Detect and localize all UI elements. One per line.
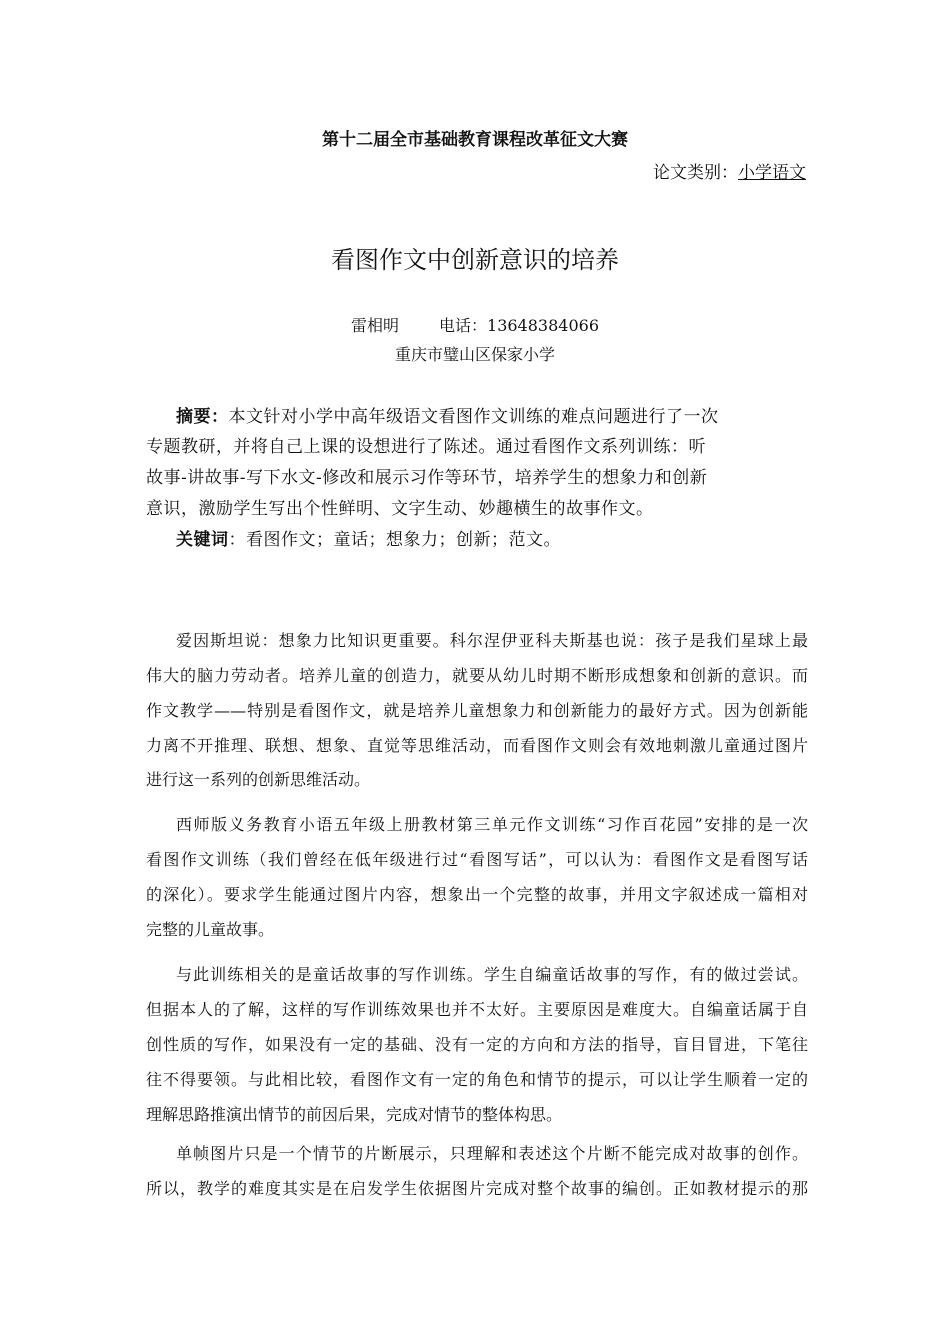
body-line: 伟大的脑力劳动者。培养儿童的创造力，就要从幼儿时期不断形成想象和创新的意识。而 xyxy=(146,666,808,685)
body-line: 的深化）。要求学生能通过图片内容，想象出一个完整的故事，并用文字叙述成一篇相对 xyxy=(146,885,808,904)
body-line: 往不得要领。与此相比较，看图作文有一定的角色和情节的提示，可以让学生顺着一定的 xyxy=(146,1070,808,1089)
abstract-line: 意识，激励学生写出个性鲜明、文字生动、妙趣横生的故事作文。 xyxy=(146,499,654,519)
paper-title: 看图作文中创新意识的培养 xyxy=(331,246,619,274)
keywords-text: ：看图作文；童话；想象力；创新；范文。 xyxy=(228,530,561,550)
abstract-text: 本文针对小学中高年级语文看图作文训练的难点问题进行了一次 xyxy=(228,407,719,427)
body-line: 所以，教学的难度其实是在启发学生依据图片完成对整个故事的编创。正如教材提示的那 xyxy=(146,1179,808,1198)
author-phone: 电话：13648384066 xyxy=(439,316,599,335)
body-line: 作文教学——特别是看图作文，就是培养儿童想象力和创新能力的最好方式。因为创新能 xyxy=(146,701,808,720)
keywords-line xyxy=(176,525,561,550)
abstract-line: 故事-讲故事-写下水文-修改和展示习作等环节，培养学生的想象力和创新 xyxy=(146,468,708,488)
body-line: 但据本人的了解，这样的写作训练效果也并不太好。主要原因是难度大。自编童话属于自 xyxy=(146,1000,808,1019)
body-line: 单帧图片只是一个情节的片断展示，只理解和表述这个片断不能完成对故事的创作。 xyxy=(176,1144,808,1163)
body-line: 力离不开推理、联想、想象、直觉等思维活动，而看图作文则会有效地刺激儿童通过图片 xyxy=(146,736,808,755)
body-line: 完整的儿童故事。 xyxy=(146,920,275,939)
body-line: 创性质的写作，如果没有一定的基础、没有一定的方向和方法的指导，盲目冒进，下笔往 xyxy=(146,1035,808,1054)
category-label: 论文类别： xyxy=(653,163,738,183)
body-line: 爱因斯坦说：想象力比知识更重要。科尔涅伊亚科夫斯基也说：孩子是我们星球上最 xyxy=(176,631,808,650)
abstract-line: 专题教研，并将自己上课的设想进行了陈述。通过看图作文系列训练：听 xyxy=(146,437,706,457)
abstract-label: 摘要： xyxy=(176,407,229,427)
keywords-label: 关键词 xyxy=(176,530,229,550)
category-value: 小学语文 xyxy=(738,163,806,183)
body-line: 进行这一系列的创新思维活动。 xyxy=(146,770,371,789)
author-name: 雷相明 xyxy=(351,316,400,335)
body-line: 理解思路推演出情节的前因后果，完成对情节的整体构思。 xyxy=(146,1105,563,1124)
author-line xyxy=(0,313,950,336)
body-line: 看图作文训练（我们曾经在低年级进行过“看图写话”，可以认为：看图作文是看图写话 xyxy=(146,850,808,869)
body-line: 西师版义务教育小语五年级上册教材第三单元作文训练“习作百花园”安排的是一次 xyxy=(176,815,808,834)
abstract-line xyxy=(176,402,719,427)
body-line: 与此训练相关的是童话故事的写作训练。学生自编童话故事的写作，有的做过尝试。 xyxy=(176,965,808,984)
author-school: 重庆市璧山区保家小学 xyxy=(394,345,555,364)
competition-title: 第十二届全市基础教育课程改革征文大赛 xyxy=(322,130,628,150)
paper-category xyxy=(653,158,806,183)
